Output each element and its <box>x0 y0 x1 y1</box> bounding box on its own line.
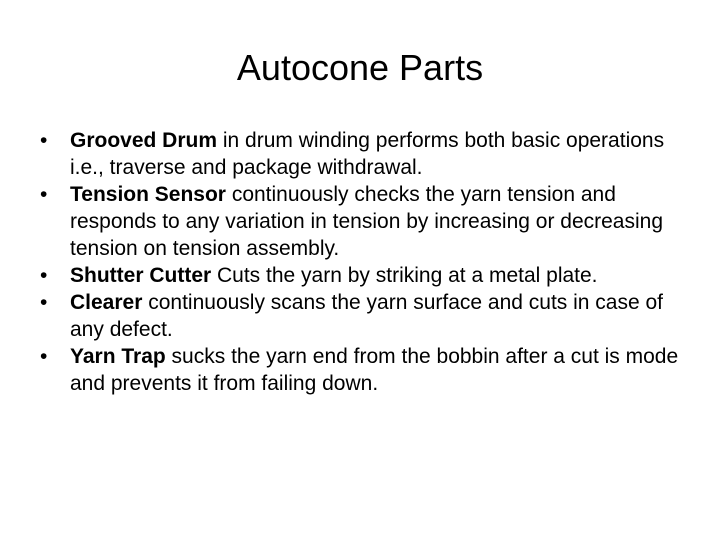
bullet-icon: • <box>40 183 48 206</box>
bullet-item-tension-sensor <box>36 181 684 262</box>
bullet-item-clearer <box>36 289 684 343</box>
bullet-term: Grooved Drum <box>70 129 218 152</box>
bullet-text: continuously checks the yarn tension and responds to any variation in tension by increasing or decreasing tension on tension assembly. <box>70 183 664 260</box>
bullet-text: Cuts the yarn by striking at a metal plate. <box>211 264 598 287</box>
bullet-term: Tension Sensor <box>70 183 226 206</box>
slide-title: Autocone Parts <box>236 47 484 88</box>
bullet-item-grooved-drum <box>36 127 684 181</box>
bullet-icon: • <box>40 129 48 152</box>
bullet-item-shutter-cutter <box>36 262 684 289</box>
bullet-icon: • <box>40 291 48 314</box>
bullet-term: Clearer <box>70 291 143 314</box>
bullet-item-yarn-trap <box>36 343 684 397</box>
bullet-term: Yarn Trap <box>70 345 166 368</box>
bullet-term: Shutter Cutter <box>70 264 212 287</box>
bullet-text: in drum winding performs both basic operations i.e., traverse and package withdrawal. <box>70 129 665 179</box>
bullet-icon: • <box>40 345 48 368</box>
bullet-text: continuously scans the yarn surface and cuts in case of any defect. <box>70 291 664 341</box>
bullet-icon: • <box>40 264 48 287</box>
bullet-list <box>36 127 684 397</box>
bullet-text: sucks the yarn end from the bobbin after a cut is mode and prevents it from failing down. <box>70 345 679 395</box>
